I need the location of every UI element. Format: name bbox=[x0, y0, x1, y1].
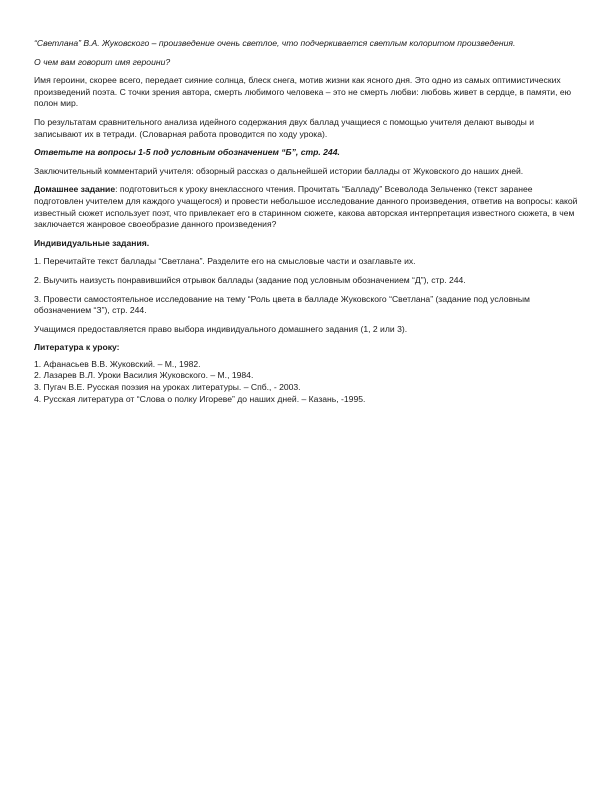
homework-paragraph bbox=[34, 184, 584, 230]
intro-paragraph: “Светлана” В.А. Жуковского – произведение очень светлое, что подчеркивается светлым колоритом произведения. bbox=[34, 38, 516, 48]
individual-item-1: 1. Перечитайте текст баллады “Светлана”. Разделите его на смысловые части и озаглавьте их. bbox=[34, 256, 416, 267]
homework-text: : подготовиться к уроку внеклассного чтения. Прочитать “Балладу” Всеволода Зельченко (текст заранее подготовлен учителем для каждого учащегося) и провести небольшое исследование данного произведения, ответив на вопросы: какой известный сюжет использует поэт, что привлекает его в старинном сюжете, какова авторская интерпретация известного сюжета, в чем заключается жанровое своеобразие данного произведения? bbox=[34, 184, 578, 230]
literature-list bbox=[34, 359, 584, 405]
choice-paragraph: Учащимся предоставляется право выбора индивидуального домашнего задания (1, 2 или 3). bbox=[34, 323, 408, 334]
answer-paragraph: Имя героини, скорее всего, передает сияние солнца, блеск снега, мотив жизни как ясного дня. Это одно из самых оптимистических произведений поэта. С точки зрения автора, смерть любимого человека – это не смерть любви: любовь живет в сердце, в памяти, ею полон мир. bbox=[34, 75, 572, 109]
individual-item-2: 2. Выучить наизусть понравившийся отрывок баллады (задание под условным обозначением “Д”), стр. 244. bbox=[34, 274, 466, 285]
individual-heading: Индивидуальные задания. bbox=[34, 237, 150, 248]
literature-item-1: 1. Афанасьев В.В. Жуковский. – М., 1982. bbox=[34, 358, 201, 369]
analysis-paragraph: По результатам сравнительного анализа идейного содержания двух баллад учащиеся с помощью учителя делают выводы и записывают их в тетради. (Словарная работа проводится по ходу урока). bbox=[34, 116, 535, 139]
literature-item-2: 2. Лазарев В.Л. Уроки Василия Жуковского. – М., 1984. bbox=[34, 370, 254, 381]
individual-item-3: 3. Провести самостоятельное исследование на тему “Роль цвета в балладе Жуковского “Светлана” (задание под условным обозначением “З”), стр. 244. bbox=[34, 293, 530, 316]
closing-paragraph: Заключительный комментарий учителя: обзорный рассказ о дальнейшей истории баллады от Жуковского до наших дней. bbox=[34, 165, 524, 176]
homework-label: Домашнее задание bbox=[34, 184, 116, 195]
task-paragraph: Ответьте на вопросы 1-5 под условным обозначением “Б”, стр. 244. bbox=[34, 147, 340, 158]
document-page bbox=[34, 38, 584, 405]
literature-heading: Литература к уроку: bbox=[34, 342, 120, 353]
literature-item-4: 4. Русская литература от “Слова о полку Игореве” до наших дней. – Казань, -1995. bbox=[34, 393, 366, 404]
question-paragraph: О чем вам говорит имя героини? bbox=[34, 56, 171, 67]
literature-item-3: 3. Пугач В.Е. Русская поэзия на уроках литературы. – Спб., - 2003. bbox=[34, 382, 301, 393]
